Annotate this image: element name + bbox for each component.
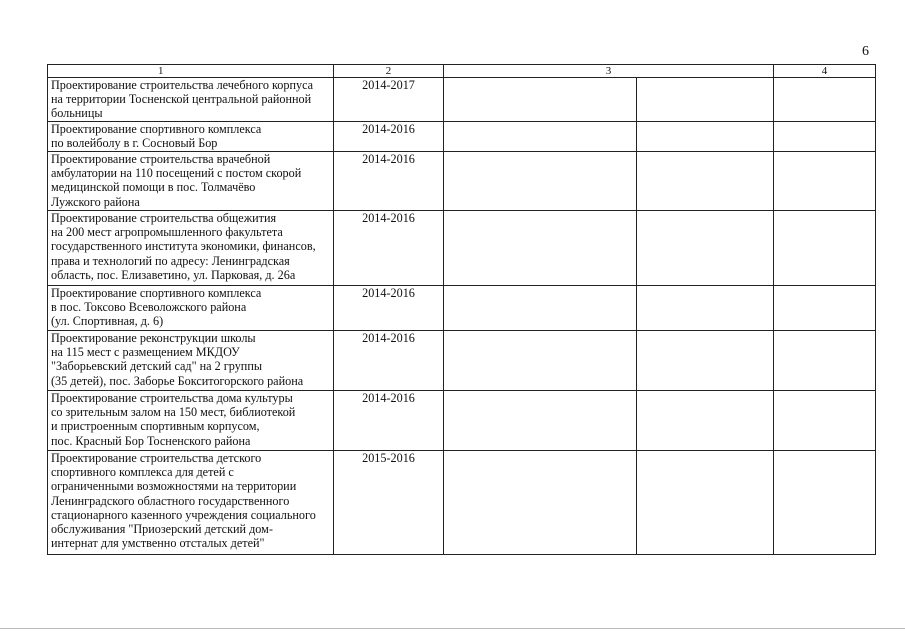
table-row (48, 451, 876, 555)
empty-cell (444, 331, 637, 391)
project-period: 2014-2016 (334, 211, 444, 286)
empty-cell (774, 331, 876, 391)
table-header-row (48, 65, 876, 78)
empty-cell (637, 78, 774, 122)
project-description: Проектирование спортивного комплекса в пос. Токсово Всеволожского района (ул. Спортивная, д. 6) (48, 286, 334, 331)
project-description: Проектирование реконструкции школы на 115 мест с размещением МКДОУ "Заборьевский детский сад" на 2 группы (35 детей), пос. Заборье Бокситогорского района (48, 331, 334, 391)
table-row (48, 152, 876, 211)
project-period: 2014-2016 (334, 391, 444, 451)
empty-cell (774, 286, 876, 331)
page-number: 6 (862, 44, 869, 59)
project-description: Проектирование строительства детского спортивного комплекса для детей с ограниченными возможностями на территории Ленинградского областного государственного стационарного казенного учреждения социального обслуживания "Приозерский детский дом- интернат для умственно отсталых детей" (48, 451, 334, 555)
table-row (48, 122, 876, 152)
empty-cell (774, 78, 876, 122)
table-row (48, 391, 876, 451)
project-period: 2014-2016 (334, 331, 444, 391)
empty-cell (774, 391, 876, 451)
column-header-2: 2 (334, 65, 444, 78)
empty-cell (637, 331, 774, 391)
table-row (48, 286, 876, 331)
column-header-3: 3 (444, 65, 774, 78)
project-period: 2014-2016 (334, 152, 444, 211)
project-description: Проектирование строительства общежития на 200 мест агропромышленного факультета государственного института экономики, финансов, права и технологий по адресу: Ленинградская область, пос. Елизаветино, ул. Парковая, д. 26а (48, 211, 334, 286)
empty-cell (637, 152, 774, 211)
empty-cell (444, 211, 637, 286)
empty-cell (444, 286, 637, 331)
project-description: Проектирование спортивного комплекса по волейболу в г. Сосновый Бор (48, 122, 334, 152)
table-row (48, 78, 876, 122)
project-period: 2014-2016 (334, 122, 444, 152)
table-row (48, 331, 876, 391)
project-description: Проектирование строительства дома культуры со зрительным залом на 150 мест, библиотекой и пристроенным спортивным корпусом, пос. Красный Бор Тосненского района (48, 391, 334, 451)
empty-cell (774, 152, 876, 211)
project-description: Проектирование строительства лечебного корпуса на территории Тосненской центральной районной больницы (48, 78, 334, 122)
project-period: 2014-2016 (334, 286, 444, 331)
empty-cell (444, 391, 637, 451)
projects-table (47, 64, 876, 555)
empty-cell (444, 122, 637, 152)
empty-cell (444, 451, 637, 555)
empty-cell (637, 211, 774, 286)
empty-cell (637, 286, 774, 331)
empty-cell (444, 78, 637, 122)
empty-cell (774, 211, 876, 286)
empty-cell (637, 122, 774, 152)
empty-cell (637, 451, 774, 555)
project-description: Проектирование строительства врачебной амбулатории на 110 посещений с постом скорой медицинской помощи в пос. Толмачёво Лужского района (48, 152, 334, 211)
empty-cell (444, 152, 637, 211)
empty-cell (637, 391, 774, 451)
project-period: 2015-2016 (334, 451, 444, 555)
project-period: 2014-2017 (334, 78, 444, 122)
page-bottom-rule (0, 628, 905, 629)
empty-cell (774, 122, 876, 152)
column-header-1: 1 (48, 65, 334, 78)
table-row (48, 211, 876, 286)
empty-cell (774, 451, 876, 555)
column-header-4: 4 (774, 65, 876, 78)
